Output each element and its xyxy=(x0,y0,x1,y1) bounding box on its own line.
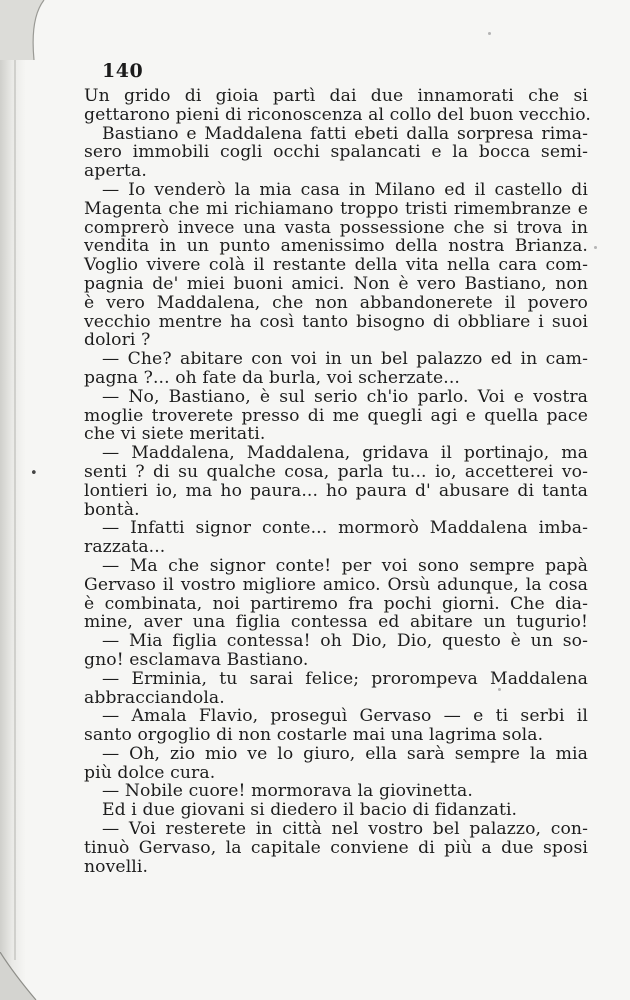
text-line: Ed i due giovani si diedero il bacio di fidanzati. xyxy=(102,800,518,821)
text-line: gno! esclamava Bastiano. xyxy=(84,649,309,670)
body-text xyxy=(84,86,591,877)
ink-speck xyxy=(594,246,597,249)
text-line: pagna ?... oh fate da burla, voi scherzate... xyxy=(84,367,460,388)
text-line: mine, aver una figlia contessa ed abitare un tugurio! xyxy=(84,612,588,633)
text-line: vendita in un punto amenissimo della nostra Brianza. xyxy=(84,236,588,257)
text-line: — Oh, zio mio ve lo giuro, ella sarà sempre la mia xyxy=(102,743,588,764)
text-line: più dolce cura. xyxy=(84,762,216,783)
margin-mark: • xyxy=(30,466,38,481)
text-line: novelli. xyxy=(84,856,149,877)
text-line: comprerò invece una vasta possessione che si trova in xyxy=(84,217,588,238)
text-line: lontieri io, ma ho paura... ho paura d' abusare di tanta xyxy=(84,480,588,501)
text-line: dolori ? xyxy=(84,330,151,351)
text-line: santo orgoglio di non costarle mai una lagrima sola. xyxy=(84,725,544,746)
text-line: Bastiano e Maddalena fatti ebeti dalla sorpresa rima- xyxy=(102,123,588,144)
text-line: vecchio mentre ha così tanto bisogno di obbliare i suoi xyxy=(84,311,588,332)
torn-corner-top xyxy=(0,0,48,60)
text-line: gettarono pieni di riconoscenza al collo del buon vecchio. xyxy=(84,104,591,125)
text-line: — Voi resterete in città nel vostro bel palazzo, con- xyxy=(102,819,588,840)
text-line: pagnia de' miei buoni amici. Non è vero Bastiano, non xyxy=(84,273,588,294)
text-line: — Erminia, tu sarai felice; prorompeva Maddalena xyxy=(102,668,588,689)
text-line: — Amala Flavio, proseguì Gervaso — e ti serbi il xyxy=(102,706,588,727)
page-fold-shadow xyxy=(14,40,16,960)
text-line: — No, Bastiano, è sul serio ch'io parlo. Voi e vostra xyxy=(102,386,588,407)
text-line: senti ? di su qualche cosa, parla tu... io, accetterei vo- xyxy=(84,461,588,482)
text-line: aperta. xyxy=(84,161,147,182)
text-line: — Nobile cuore! mormorava la giovinetta. xyxy=(102,781,473,802)
text-line: Magenta che mi richiamano troppo tristi rimembranze e xyxy=(84,198,588,219)
text-line: è combinata, noi partiremo fra pochi giorni. Che dia- xyxy=(84,593,588,614)
ink-speck xyxy=(488,32,491,35)
text-line: — Mia figlia contessa! oh Dio, Dio, questo è un so- xyxy=(102,631,588,652)
text-line: — Infatti signor conte... mormorò Maddalena imba- xyxy=(102,518,588,539)
text-line: — Io venderò la mia casa in Milano ed il castello di xyxy=(102,179,588,200)
text-line: Un grido di gioia partì dai due innamorati che si xyxy=(84,86,588,106)
page-curl-edge xyxy=(0,0,26,1000)
text-line: — Ma che signor conte! per voi sono sempre papà xyxy=(102,555,588,576)
text-line: — Che? abitare con voi in un bel palazzo ed in cam- xyxy=(102,349,588,370)
text-line: tinuò Gervaso, la capitale conviene di più a due sposi xyxy=(84,837,588,858)
torn-corner-bottom xyxy=(0,952,40,1000)
text-line: Voglio vivere colà il restante della vita nella cara com- xyxy=(84,255,588,276)
text-line: bontà. xyxy=(84,499,140,520)
text-line: che vi siete meritati. xyxy=(84,424,266,445)
text-line: abbracciandola. xyxy=(84,687,225,708)
text-line: razzata... xyxy=(84,537,166,558)
text-line: è vero Maddalena, che non abbandonerete il povero xyxy=(84,292,588,313)
page-number: 140 xyxy=(102,60,144,82)
text-line: sero immobili cogli occhi spalancati e la bocca semi- xyxy=(84,142,588,163)
text-line: moglie troverete presso di me quegli agi e quella pace xyxy=(84,405,588,426)
text-line: — Maddalena, Maddalena, gridava il portinajo, ma xyxy=(102,443,588,464)
text-line: Gervaso il vostro migliore amico. Orsù adunque, la cosa xyxy=(84,574,588,595)
